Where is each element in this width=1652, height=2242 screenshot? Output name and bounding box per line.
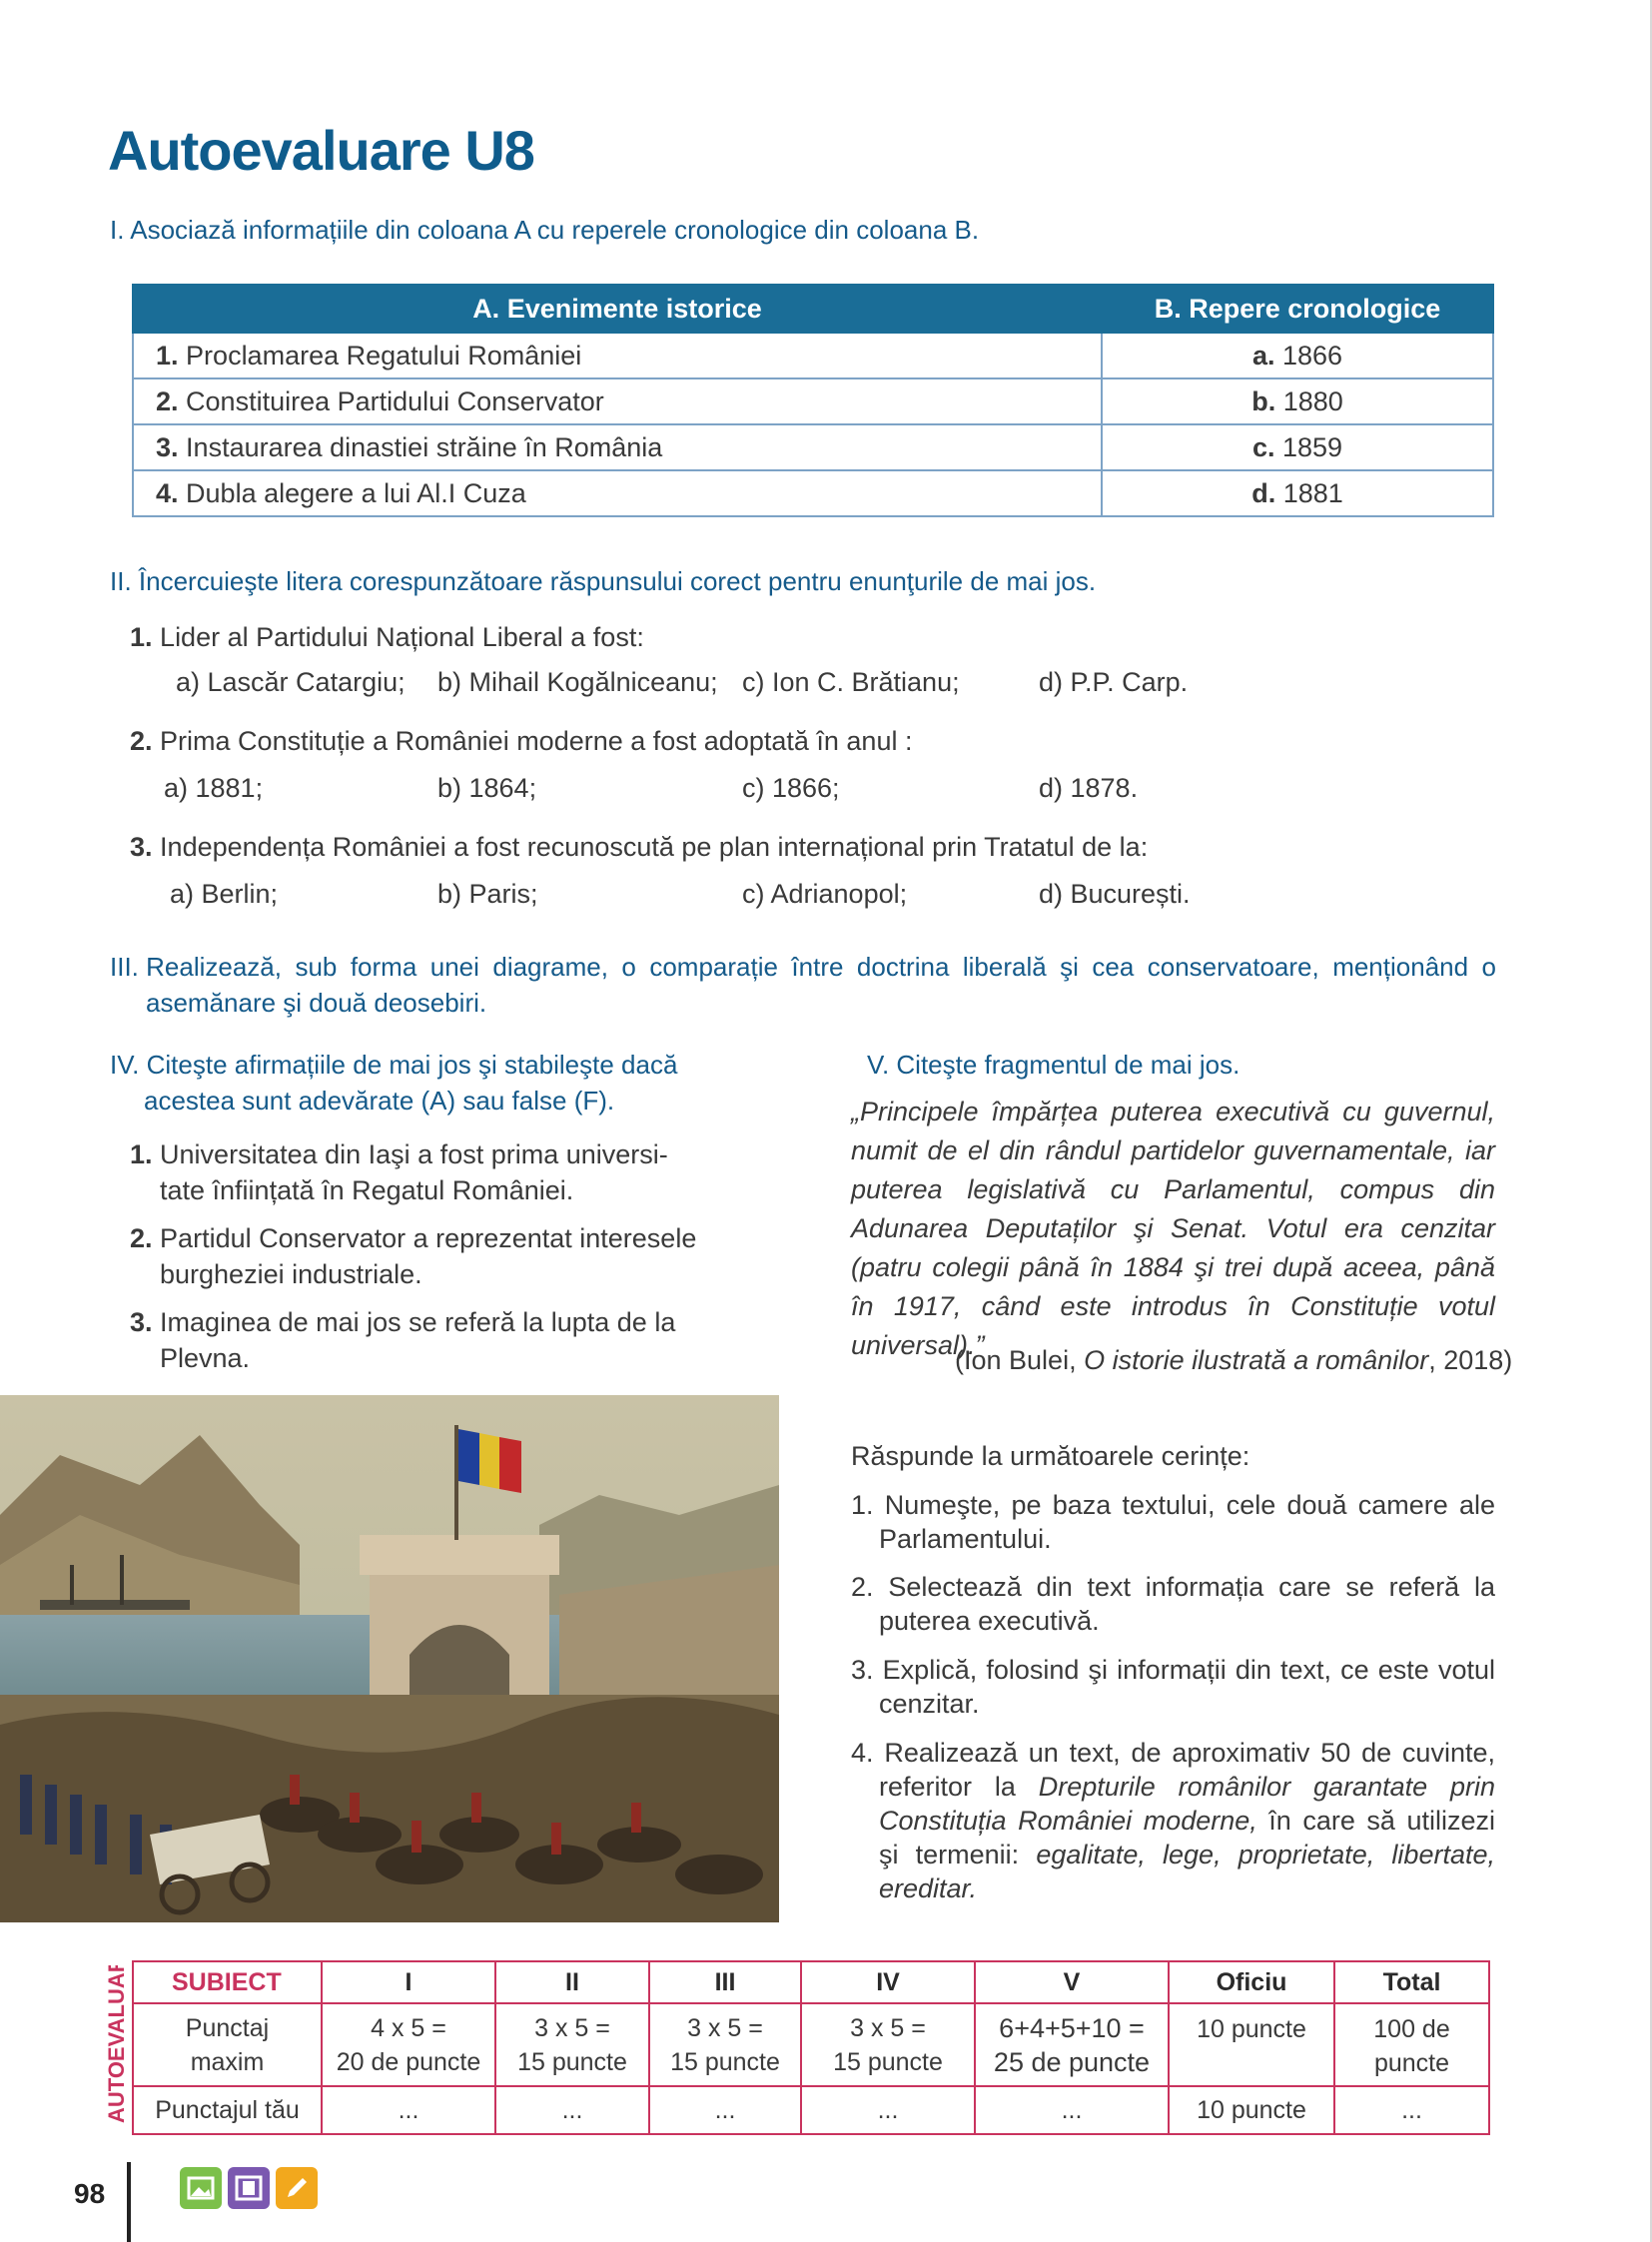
score-header: V bbox=[975, 1961, 1169, 2003]
score-header: Oficiu bbox=[1169, 1961, 1334, 2003]
table-row: 4. Dubla alegere a lui Al.I Cuza d. 1881 bbox=[133, 470, 1493, 516]
option[interactable]: a) 1881; bbox=[164, 773, 264, 803]
score-header: SUBIECT bbox=[133, 1961, 322, 2003]
tf-item-2: 2. Partidul Conservator a reprezentat interesele burgheziei industriale. bbox=[130, 1223, 697, 1289]
section1-instruction: I. Asociază informațiile din coloana A cu reperele cronologice din coloana B. bbox=[110, 215, 980, 245]
pencil-icon[interactable] bbox=[276, 2167, 318, 2209]
option[interactable]: d) P.P. Carp. bbox=[1039, 667, 1189, 697]
score-input[interactable]: ... bbox=[1334, 2086, 1489, 2134]
score-header: Total bbox=[1334, 1961, 1489, 2003]
section5-instruction: V. Citeşte fragmentul de mai jos. bbox=[867, 1050, 1240, 1080]
image-icon[interactable] bbox=[180, 2167, 222, 2209]
section4-instruction: IV. Citeşte afirmațiile de mai jos şi stabileşte dacă acestea sunt adevărate (A) sau false (F). bbox=[110, 1050, 678, 1116]
score-value: 10 puncte bbox=[1169, 2086, 1334, 2134]
section2-instruction: II. Încercuieşte litera corespunzătoare răspunsului corect pentru enunţurile de mai jos. bbox=[110, 566, 1097, 596]
task-1: 1. Numeşte, pe baza textului, cele două camere ale Parlamentului. bbox=[851, 1490, 1495, 1554]
question-3: 3. Independența României a fost recunoscută pe plan internațional prin Tratatul de la: bbox=[130, 832, 1149, 862]
table-row: 2. Constituirea Partidului Conservator b. 1880 bbox=[133, 378, 1493, 424]
page-title: Autoevaluare U8 bbox=[108, 119, 534, 182]
score-input[interactable]: ... bbox=[649, 2086, 801, 2134]
score-header: IV bbox=[801, 1961, 975, 2003]
option[interactable]: b) Paris; bbox=[437, 879, 538, 909]
historical-painting bbox=[0, 1395, 779, 1922]
svg-text:AUTOEVALUARE: AUTOEVALUARE bbox=[104, 1965, 129, 2123]
option[interactable]: c) 1866; bbox=[742, 773, 840, 803]
score-table bbox=[132, 1960, 1490, 2135]
score-input[interactable]: ... bbox=[322, 2086, 495, 2134]
score-input[interactable]: ... bbox=[801, 2086, 975, 2134]
footer-divider bbox=[127, 2162, 131, 2242]
option[interactable]: b) Mihail Kogălniceanu; bbox=[437, 667, 718, 697]
col-a-header: A. Evenimente istorice bbox=[133, 285, 1102, 333]
option[interactable]: d) 1878. bbox=[1039, 773, 1139, 803]
task-3: 3. Explică, folosind şi informații din text, ce este votul cenzitar. bbox=[851, 1655, 1495, 1719]
table-row: Punctajul tău ... ... ... ... ... 10 puncte ... bbox=[133, 2086, 1489, 2134]
tasks-prompt: Răspunde la următoarele cerințe: bbox=[851, 1441, 1250, 1471]
score-input[interactable]: ... bbox=[975, 2086, 1169, 2134]
table-row: 1. Proclamarea Regatului României a. 1866 bbox=[133, 333, 1493, 378]
score-header: III bbox=[649, 1961, 801, 2003]
question-1: 1. Lider al Partidului Național Liberal a fost: bbox=[130, 622, 644, 652]
question-2: 2. Prima Constituție a României moderne a fost adoptată în anul : bbox=[130, 726, 913, 756]
film-icon[interactable] bbox=[228, 2167, 270, 2209]
quote-source: (Ion Bulei, O istorie ilustrată a românilor, 2018) bbox=[955, 1345, 1513, 1375]
option[interactable]: a) Lascăr Catargiu; bbox=[176, 667, 406, 697]
col-b-header: B. Repere cronologice bbox=[1102, 285, 1493, 333]
task-4: 4. Realizează un text, de aproximativ 50 de cuvinte, referitor la Drepturile românilor garantate prin Constituția României moderne, în care să utilizezi şi termenii: egalitate, lege, proprietate, libertate, ereditar. bbox=[851, 1738, 1496, 1903]
page-number: 98 bbox=[74, 2178, 106, 2209]
tf-item-3: 3. Imaginea de mai jos se referă la lupta de la Plevna. bbox=[130, 1307, 676, 1373]
score-header: II bbox=[495, 1961, 649, 2003]
autoevaluare-side-label bbox=[96, 1965, 136, 2125]
option[interactable]: a) Berlin; bbox=[170, 879, 279, 909]
option[interactable]: d) București. bbox=[1039, 879, 1191, 909]
historical-quote: „Principele împărțea puterea executivă cu guvernul, numit de el din rândul partidelor guvernamentale, iar puterea legislativă cu Parlamentul, compus din Adunarea Deputaților şi Senat. Votul era cenzitar (patru colegii până în 1884 şi trei după aceea, până în 1917, când este introdus în Constituție votul universal).” bbox=[851, 1097, 1495, 1360]
option[interactable]: b) 1864; bbox=[437, 773, 537, 803]
task-2: 2. Selectează din text informația care se referă la puterea executivă. bbox=[851, 1572, 1495, 1636]
score-header: I bbox=[322, 1961, 495, 2003]
section3-instruction: III. Realizează, sub forma unei diagrame, o comparație între doctrina liberală şi cea conservatoare, menționând o asemănare şi două deosebiri. bbox=[110, 952, 1496, 1018]
score-input[interactable]: ... bbox=[495, 2086, 649, 2134]
tf-item-1: 1. Universitatea din Iaşi a fost prima universi- tate înființată în Regatul României. bbox=[130, 1139, 668, 1205]
option[interactable]: c) Ion C. Brătianu; bbox=[742, 667, 960, 697]
option[interactable]: c) Adrianopol; bbox=[742, 879, 908, 909]
table-row: Punctaj maxim 4 x 5 = 20 de puncte 3 x 5 = 15 puncte 3 x 5 = 15 puncte 3 x 5 = 15 puncte 6+4+5+10 = 25 de puncte 10 puncte 100 de puncte bbox=[133, 2003, 1489, 2086]
table-row: 3. Instaurarea dinastiei străine în România c. 1859 bbox=[133, 424, 1493, 470]
matching-table bbox=[132, 284, 1494, 517]
